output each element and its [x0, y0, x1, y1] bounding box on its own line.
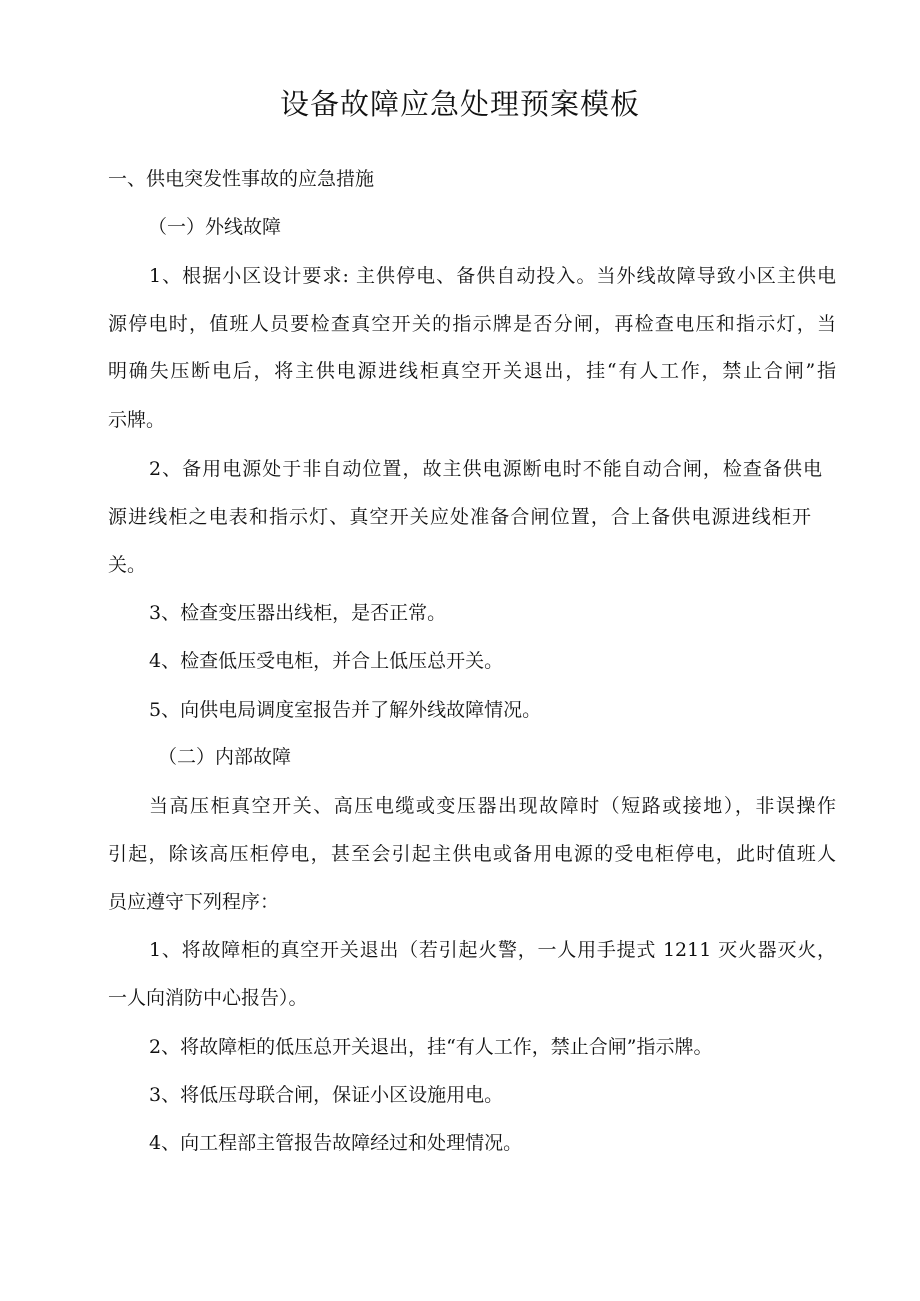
paragraph-line: 4、向工程部主管报告故障经过和处理情况。 [149, 1132, 523, 1154]
paragraph-line: 源进线柜之电表和指示灯、真空开关应处准备合闸位置，合上备供电源进线柜开 [108, 506, 811, 528]
paragraph-line: 3、检查变压器出线柜，是否正常。 [149, 602, 447, 624]
section-heading: 一、供电突发性事故的应急措施 [108, 168, 375, 190]
subsection-heading: （二）内部故障 [158, 746, 292, 768]
subsection-heading: （一）外线故障 [148, 216, 282, 238]
paragraph-line: 2、将故障柜的低压总开关退出，挂“有人工作，禁止合闸”指示牌。 [149, 1036, 713, 1058]
paragraph-line: 示牌。 [108, 409, 166, 431]
paragraph-line: 明确失压断电后，将主供电源进线柜真空开关退出，挂“有人工作，禁止合闸”指 [108, 360, 836, 382]
paragraph-line: 当高压柜真空开关、高压电缆或变压器出现故障时（短路或接地），非误操作 [149, 795, 836, 817]
paragraph-line: 一人向消防中心报告）。 [108, 987, 308, 1009]
paragraph-line: 1、根据小区设计要求: 主供停电、备供自动投入。当外线故障导致小区主供电 [149, 265, 836, 287]
paragraph-line: 5、向供电局调度室报告并了解外线故障情况。 [149, 699, 542, 721]
paragraph-line: 2、备用电源处于非自动位置，故主供电源断电时不能自动合闸，检查备供电 [149, 458, 822, 480]
paragraph-line: 4、检查低压受电柜，并合上低压总开关。 [149, 650, 504, 672]
paragraph-line: 员应遵守下列程序： [108, 891, 280, 913]
document-title: 设备故障应急处理预案模板 [279, 87, 640, 121]
paragraph-line: 1、将故障柜的真空开关退出（若引起火警，一人用手提式 1211 灭火器灭火， [149, 939, 836, 961]
paragraph-line: 3、将低压母联合闸，保证小区设施用电。 [149, 1084, 504, 1106]
paragraph-line: 源停电时，值班人员要检查真空开关的指示牌是否分闸，再检查电压和指示灯，当 [108, 313, 836, 335]
paragraph-line: 引起，除该高压柜停电，甚至会引起主供电或备用电源的受电柜停电，此时值班人 [108, 843, 836, 865]
paragraph-line: 关。 [108, 554, 147, 576]
